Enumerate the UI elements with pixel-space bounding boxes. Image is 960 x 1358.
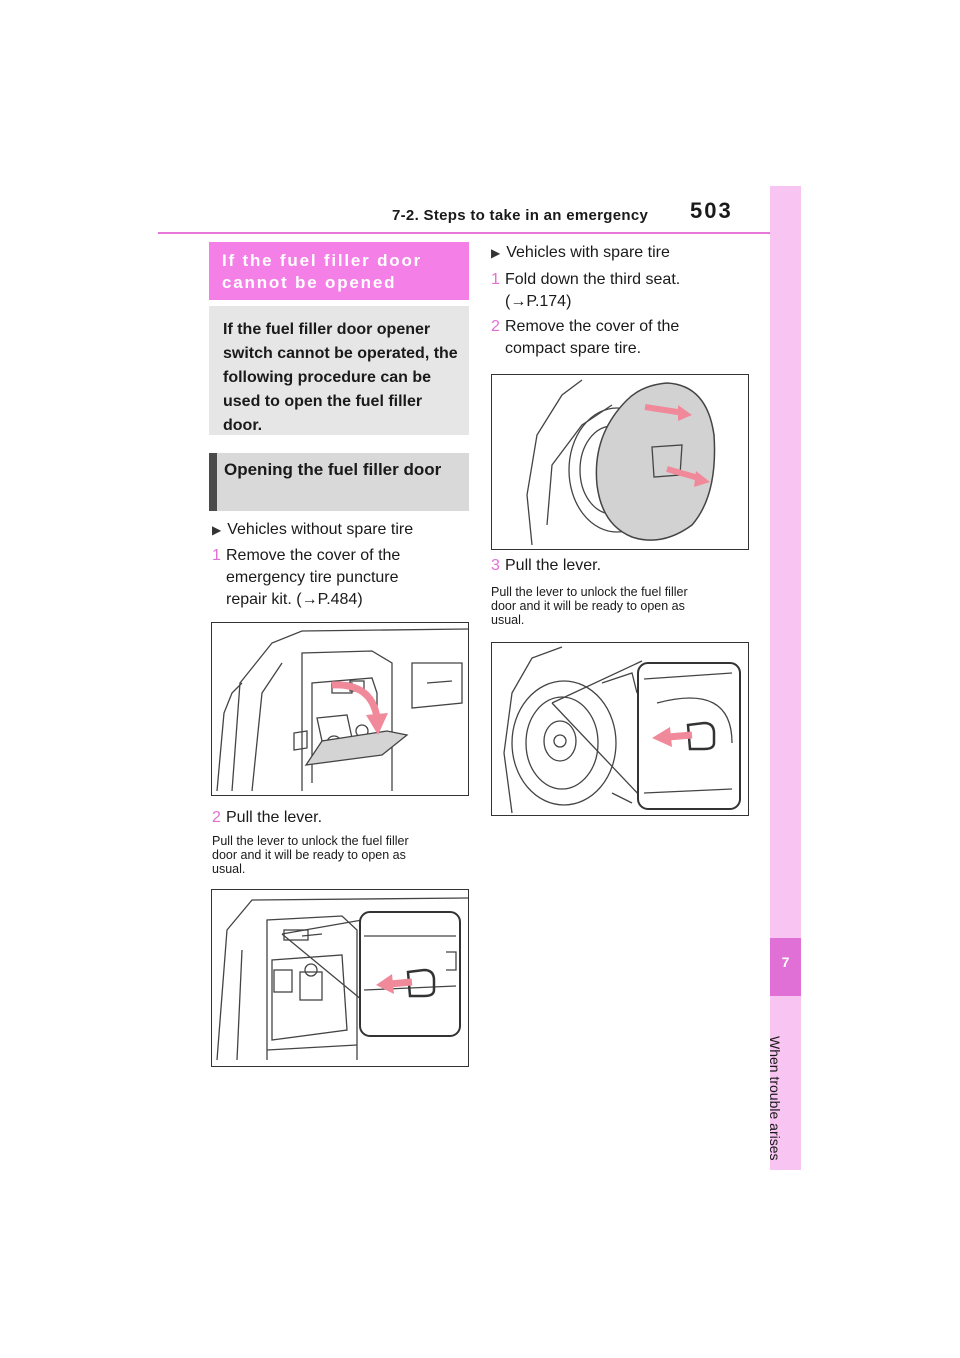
chapter-title: When trouble arises — [767, 1036, 783, 1161]
left-step-1: 1 Remove the cover of the emergency tire puncture repair kit. (→P.484) — [212, 547, 401, 608]
chapter-tab — [770, 186, 801, 1170]
right-step-1: 1 Fold down the third seat. (→P.174) — [491, 271, 681, 310]
condition-with-spare: ▶ Vehicles with spare tire — [491, 244, 670, 261]
arrow-right-icon: → — [301, 591, 318, 608]
triangle-bullet-icon: ▶ — [212, 523, 222, 537]
page-reference-link[interactable]: P.174) — [526, 293, 572, 310]
left-note: Pull the lever to unlock the fuel filler door and it will be ready to open as usual. — [212, 834, 409, 876]
left-step-2: 2 Pull the lever. — [212, 809, 323, 826]
subsection-title: Opening the fuel filler door — [224, 460, 442, 479]
intro-text: If the fuel filler door opener switch cannot be operated, the following procedure can be used to open the fuel filler door. — [223, 321, 458, 434]
page-reference-link[interactable]: P.484) — [317, 591, 363, 608]
figure-lever-no-spare — [211, 889, 469, 1067]
triangle-bullet-icon: ▶ — [491, 246, 501, 260]
header-rule — [158, 232, 770, 234]
right-note: Pull the lever to unlock the fuel filler door and it will be ready to open as usual. — [491, 585, 688, 627]
figure-repair-kit-cover — [211, 622, 469, 796]
condition-without-spare: ▶ Vehicles without spare tire — [212, 521, 414, 538]
chapter-number: 7 — [781, 954, 790, 970]
subsection-bar — [209, 453, 217, 511]
figure-lever-with-spare — [491, 642, 749, 816]
page-number: 503 — [690, 198, 733, 223]
right-step-2: 2 Remove the cover of the compact spare tire. — [491, 318, 680, 357]
right-step-3: 3 Pull the lever. — [491, 557, 602, 574]
arrow-right-icon: → — [510, 293, 527, 310]
figure-spare-tire-cover — [491, 374, 749, 550]
running-header: 7-2. Steps to take in an emergency — [392, 207, 649, 224]
section-title: If the fuel filler door cannot be opened — [222, 251, 423, 292]
